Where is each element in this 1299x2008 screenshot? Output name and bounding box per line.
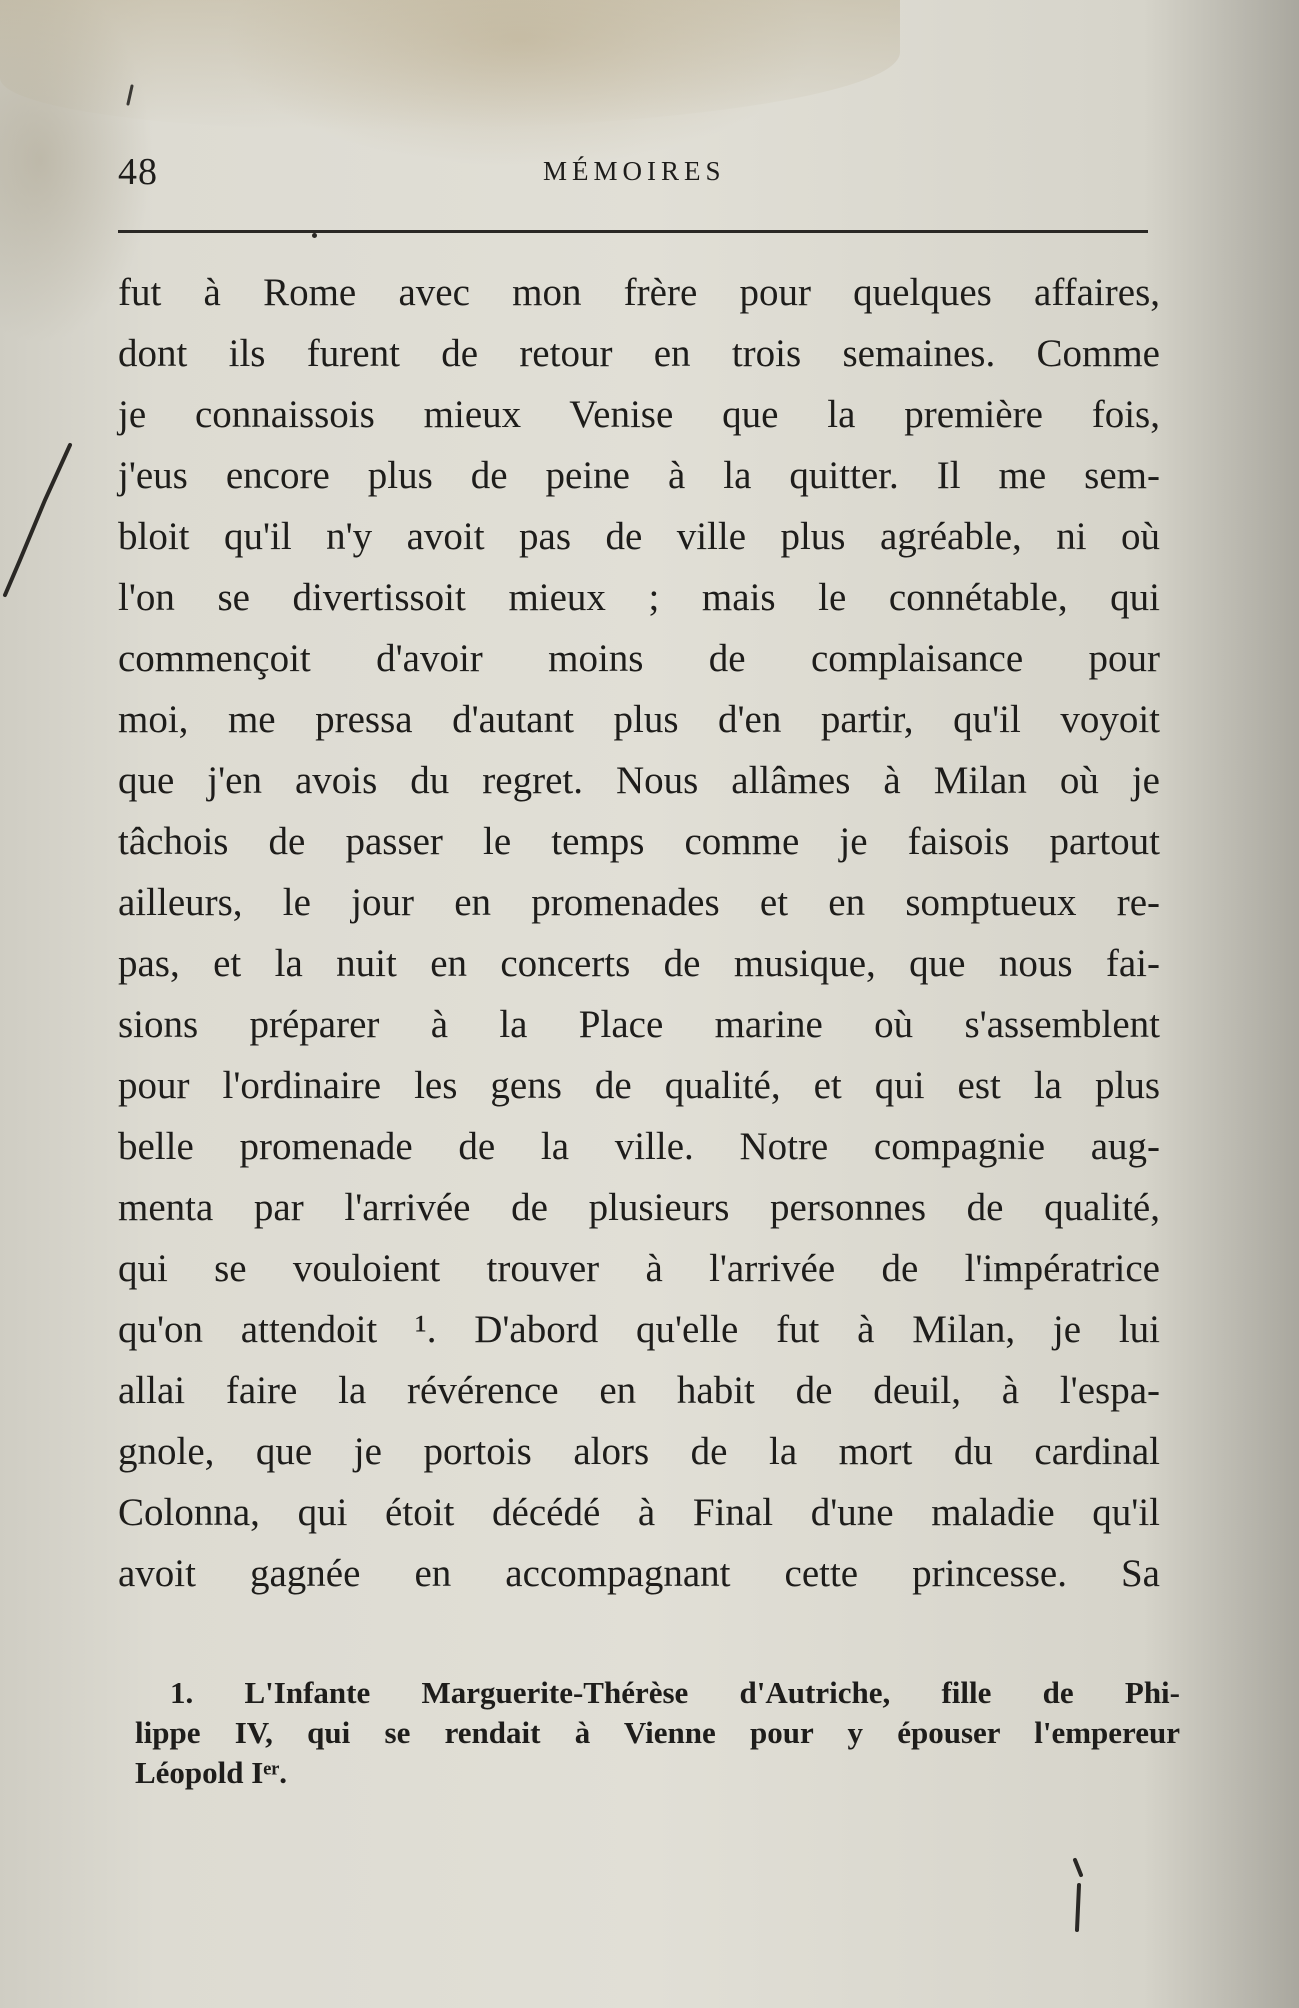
footnote-line: Léopold Iᵉʳ. bbox=[135, 1755, 288, 1790]
running-head: MÉMOIRES bbox=[543, 156, 726, 186]
footnote bbox=[135, 1673, 1180, 1793]
text-line: tâchois de passer le temps comme je faisois partout bbox=[118, 820, 1160, 863]
text-line: j'eus encore plus de peine à la quitter. Il me sem- bbox=[118, 454, 1160, 497]
text-line: sions préparer à la Place marine où s'assemblent bbox=[118, 1003, 1160, 1046]
text-line: Colonna, qui étoit décédé à Final d'une maladie qu'il bbox=[118, 1491, 1160, 1534]
text-line: fut à Rome avec mon frère pour quelques affaires, bbox=[118, 271, 1160, 314]
text-line: bloit qu'il n'y avoit pas de ville plus agréable, ni où bbox=[118, 515, 1160, 558]
text-line: pas, et la nuit en concerts de musique, que nous fai- bbox=[118, 942, 1160, 985]
text-line: avoit gagnée en accompagnant cette princesse. Sa bbox=[118, 1552, 1160, 1595]
text-line: belle promenade de la ville. Notre compagnie aug- bbox=[118, 1125, 1160, 1168]
text-line: l'on se divertissoit mieux ; mais le connétable, qui bbox=[118, 576, 1160, 619]
text-line: gnole, que je portois alors de la mort du cardinal bbox=[118, 1430, 1160, 1473]
text-line: allai faire la révérence en habit de deuil, à l'espa- bbox=[118, 1369, 1160, 1412]
footnote-line: 1. L'Infante Marguerite-Thérèse d'Autriche, fille de Phi- bbox=[170, 1675, 1180, 1710]
text-line: ailleurs, le jour en promenades et en somptueux re- bbox=[118, 881, 1160, 924]
page-number: 48 bbox=[118, 151, 158, 193]
text-line: pour l'ordinaire les gens de qualité, et qui est la plus bbox=[118, 1064, 1160, 1107]
pencil-mark bbox=[1065, 1855, 1095, 1935]
text-line: que j'en avois du regret. Nous allâmes à Milan où je bbox=[118, 759, 1160, 802]
footnote-line: lippe IV, qui se rendait à Vienne pour y épouser l'empereur bbox=[135, 1715, 1180, 1750]
header-rule bbox=[118, 230, 1148, 233]
text-line: moi, me pressa d'autant plus d'en partir, qu'il voyoit bbox=[118, 698, 1160, 741]
pencil-mark bbox=[120, 82, 140, 112]
text-line: dont ils furent de retour en trois semaines. Comme bbox=[118, 332, 1160, 375]
ink-speck bbox=[312, 233, 317, 238]
body-text bbox=[118, 262, 1160, 1604]
text-line: qu'on attendoit ¹. D'abord qu'elle fut à Milan, je lui bbox=[118, 1308, 1160, 1351]
text-line: qui se vouloient trouver à l'arrivée de l'impératrice bbox=[118, 1247, 1160, 1290]
text-line: je connaissois mieux Venise que la première fois, bbox=[118, 393, 1160, 436]
pencil-mark bbox=[0, 440, 90, 600]
text-line: menta par l'arrivée de plusieurs personnes de qualité, bbox=[118, 1186, 1160, 1229]
page-header bbox=[118, 150, 1148, 200]
text-line: commençoit d'avoir moins de complaisance pour bbox=[118, 637, 1160, 680]
